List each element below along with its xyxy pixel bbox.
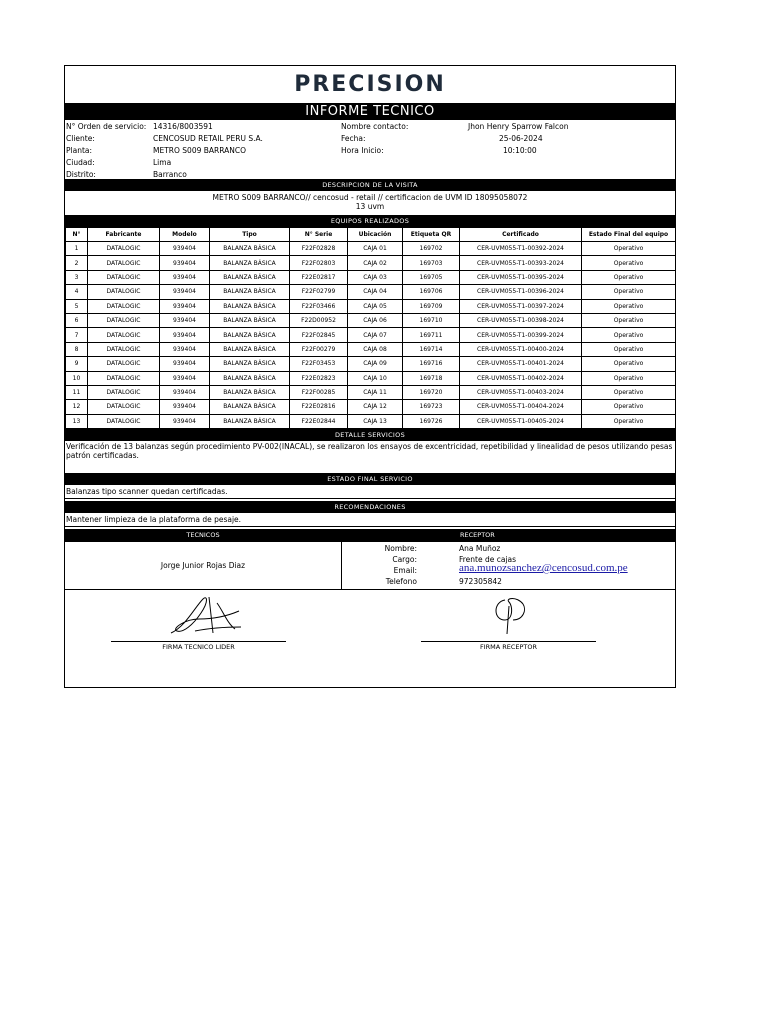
table-cell: CER-UVM055-T1-00392-2024 <box>460 242 582 256</box>
hora-label: Hora Inicio: <box>341 146 384 155</box>
table-row <box>66 357 676 371</box>
equipos-column-header: Estado Final del equipo <box>582 228 676 242</box>
table-cell: Operativo <box>582 256 676 270</box>
table-cell: BALANZA BÁSICA <box>210 385 290 399</box>
table-cell: 5 <box>66 299 88 313</box>
table-cell: F22D00952 <box>290 313 348 327</box>
table-cell: F22F02845 <box>290 328 348 342</box>
table-cell: 3 <box>66 270 88 284</box>
table-cell: Operativo <box>582 270 676 284</box>
recomendaciones-header: RECOMENDACIONES <box>65 501 675 513</box>
table-cell: 13 <box>66 414 88 428</box>
table-cell: DATALOGIC <box>88 414 160 428</box>
table-cell: F22F02803 <box>290 256 348 270</box>
table-cell: 169723 <box>403 400 460 414</box>
table-cell: 939404 <box>160 256 210 270</box>
table-cell: DATALOGIC <box>88 357 160 371</box>
table-row <box>66 328 676 342</box>
equipos-column-header: Fabricante <box>88 228 160 242</box>
table-cell: BALANZA BÁSICA <box>210 242 290 256</box>
table-cell: 169726 <box>403 414 460 428</box>
table-cell: 169705 <box>403 270 460 284</box>
receptor-header: RECEPTOR <box>341 529 675 542</box>
table-cell: F22E02844 <box>290 414 348 428</box>
table-cell: CER-UVM055-T1-00395-2024 <box>460 270 582 284</box>
service-info <box>65 120 675 179</box>
table-row <box>66 285 676 299</box>
table-cell: F22F00279 <box>290 342 348 356</box>
table-cell: CER-UVM055-T1-00403-2024 <box>460 385 582 399</box>
distrito-label: Distrito: <box>66 170 96 179</box>
table-cell: Operativo <box>582 285 676 299</box>
receptor-nombre-label: Nombre: <box>384 544 417 554</box>
table-cell: F22E02823 <box>290 371 348 385</box>
equipos-column-header: N° Serie <box>290 228 348 242</box>
table-row <box>66 242 676 256</box>
signatures-area <box>65 590 675 650</box>
table-cell: 169714 <box>403 342 460 356</box>
table-cell: CAJA 13 <box>348 414 403 428</box>
table-row <box>66 400 676 414</box>
cliente-value: CENCOSUD RETAIL PERU S.A. <box>153 134 263 143</box>
planta-value: METRO S009 BARRANCO <box>153 146 247 155</box>
table-cell: DATALOGIC <box>88 313 160 327</box>
receptor-telefono-label: Telefono <box>385 577 417 587</box>
table-cell: DATALOGIC <box>88 328 160 342</box>
detalle-text: Verificación de 13 balanzas según procedimiento PV-002(INACAL), se realizaron los ensayos de excentricidad, repetibilidad y linealidad de pesos utilizando pesas patrón certificadas. <box>66 442 673 461</box>
ciudad-label: Ciudad: <box>66 158 95 167</box>
table-cell: 939404 <box>160 414 210 428</box>
receptor-cell <box>342 542 675 589</box>
receptor-signature-caption: FIRMA RECEPTOR <box>479 643 538 652</box>
table-cell: Operativo <box>582 328 676 342</box>
tecnicos-header: TECNICOS <box>65 529 341 542</box>
table-cell: 939404 <box>160 342 210 356</box>
distrito-value: Barranco <box>153 170 187 179</box>
table-row <box>66 270 676 284</box>
logo-row <box>65 66 675 103</box>
table-cell: 8 <box>66 342 88 356</box>
table-row <box>66 256 676 270</box>
table-cell: 939404 <box>160 328 210 342</box>
table-cell: 939404 <box>160 299 210 313</box>
table-cell: CER-UVM055-T1-00396-2024 <box>460 285 582 299</box>
table-cell: DATALOGIC <box>88 371 160 385</box>
table-cell: DATALOGIC <box>88 285 160 299</box>
table-cell: 169710 <box>403 313 460 327</box>
cliente-label: Cliente: <box>66 134 95 143</box>
table-cell: CAJA 06 <box>348 313 403 327</box>
table-cell: CAJA 10 <box>348 371 403 385</box>
table-cell: F22E02817 <box>290 270 348 284</box>
table-cell: DATALOGIC <box>88 299 160 313</box>
contacto-value: Jhon Henry Sparrow Falcon <box>468 122 569 131</box>
tecnico-signature-caption: FIRMA TECNICO LIDER <box>162 643 235 652</box>
report-title: INFORME TECNICO <box>65 103 675 120</box>
table-cell: BALANZA BÁSICA <box>210 400 290 414</box>
table-cell: F22F00285 <box>290 385 348 399</box>
table-cell: CAJA 12 <box>348 400 403 414</box>
equipos-column-header: Tipo <box>210 228 290 242</box>
table-cell: 939404 <box>160 313 210 327</box>
table-cell: CER-UVM055-T1-00399-2024 <box>460 328 582 342</box>
table-row <box>66 371 676 385</box>
equipos-column-header: Ubicación <box>348 228 403 242</box>
receptor-telefono-value: 972305842 <box>459 577 502 587</box>
table-cell: Operativo <box>582 400 676 414</box>
equipos-column-header: Etiqueta QR <box>403 228 460 242</box>
table-cell: CER-UVM055-T1-00401-2024 <box>460 357 582 371</box>
table-cell: Operativo <box>582 242 676 256</box>
descripcion-header: DESCRIPCION DE LA VISITA <box>65 179 675 191</box>
table-cell: 169709 <box>403 299 460 313</box>
table-cell: BALANZA BÁSICA <box>210 414 290 428</box>
table-cell: CER-UVM055-T1-00404-2024 <box>460 400 582 414</box>
table-cell: 2 <box>66 256 88 270</box>
table-cell: CER-UVM055-T1-00398-2024 <box>460 313 582 327</box>
receptor-email-label: Email: <box>393 566 417 576</box>
recomendaciones-text: Mantener limpieza de la plataforma de pesaje. <box>65 513 675 527</box>
table-cell: Operativo <box>582 357 676 371</box>
table-cell: 11 <box>66 385 88 399</box>
equipos-column-header: N° <box>66 228 88 242</box>
table-cell: BALANZA BÁSICA <box>210 371 290 385</box>
table-cell: 169711 <box>403 328 460 342</box>
tecnico-name: Jorge Junior Rojas Diaz <box>160 561 246 571</box>
equipos-table-header-row <box>66 228 676 242</box>
table-cell: F22E02816 <box>290 400 348 414</box>
tecnico-signature-icon <box>165 593 247 639</box>
table-cell: Operativo <box>582 299 676 313</box>
table-cell: F22F02799 <box>290 285 348 299</box>
table-cell: CAJA 01 <box>348 242 403 256</box>
table-cell: 4 <box>66 285 88 299</box>
report-sheet <box>64 65 676 688</box>
table-row <box>66 299 676 313</box>
table-cell: 6 <box>66 313 88 327</box>
fecha-label: Fecha: <box>341 134 366 143</box>
table-cell: 169702 <box>403 242 460 256</box>
table-cell: 169720 <box>403 385 460 399</box>
table-cell: CER-UVM055-T1-00393-2024 <box>460 256 582 270</box>
table-row <box>66 414 676 428</box>
receptor-nombre-value: Ana Muñoz <box>459 544 501 554</box>
receptor-cargo-label: Cargo: <box>392 555 417 565</box>
table-cell: CAJA 07 <box>348 328 403 342</box>
table-cell: Operativo <box>582 342 676 356</box>
estado-header: ESTADO FINAL SERVICIO <box>65 473 675 485</box>
table-cell: BALANZA BÁSICA <box>210 342 290 356</box>
table-cell: Operativo <box>582 313 676 327</box>
table-cell: 169706 <box>403 285 460 299</box>
table-cell: CAJA 11 <box>348 385 403 399</box>
contacto-label: Nombre contacto: <box>341 122 409 131</box>
table-cell: Operativo <box>582 371 676 385</box>
company-logo: PRECISION <box>294 72 446 97</box>
orden-value: 14316/8003591 <box>153 122 213 131</box>
equipos-column-header: Certificado <box>460 228 582 242</box>
table-cell: DATALOGIC <box>88 270 160 284</box>
table-cell: DATALOGIC <box>88 385 160 399</box>
table-cell: CER-UVM055-T1-00405-2024 <box>460 414 582 428</box>
table-cell: DATALOGIC <box>88 342 160 356</box>
table-cell: F22F03453 <box>290 357 348 371</box>
table-cell: 169703 <box>403 256 460 270</box>
descripcion-line-2: 13 uvm <box>355 202 385 211</box>
table-row <box>66 342 676 356</box>
table-cell: BALANZA BÁSICA <box>210 285 290 299</box>
table-cell: CAJA 08 <box>348 342 403 356</box>
descripcion-line-1: METRO S009 BARRANCO// cencosud - retail // certificacion de UVM ID 18095058072 <box>212 193 528 202</box>
estado-text: Balanzas tipo scanner quedan certificadas. <box>65 485 675 499</box>
table-cell: 1 <box>66 242 88 256</box>
table-cell: 939404 <box>160 371 210 385</box>
table-row <box>66 385 676 399</box>
table-cell: 169716 <box>403 357 460 371</box>
table-cell: F22F03466 <box>290 299 348 313</box>
table-row <box>66 313 676 327</box>
table-cell: DATALOGIC <box>88 400 160 414</box>
tecnicos-receptor-body <box>65 542 675 590</box>
table-cell: BALANZA BÁSICA <box>210 256 290 270</box>
descripcion-text <box>65 191 675 215</box>
equipos-table <box>65 227 676 429</box>
hora-value: 10:10:00 <box>503 146 537 155</box>
table-cell: 169718 <box>403 371 460 385</box>
table-cell: 7 <box>66 328 88 342</box>
orden-label: N° Orden de servicio: <box>66 122 147 131</box>
table-cell: DATALOGIC <box>88 256 160 270</box>
table-cell: 939404 <box>160 270 210 284</box>
table-cell: Operativo <box>582 414 676 428</box>
table-cell: BALANZA BÁSICA <box>210 270 290 284</box>
receptor-email-link[interactable]: ana.munozsanchez@cencosud.com.pe <box>459 562 628 575</box>
table-cell: DATALOGIC <box>88 242 160 256</box>
table-cell: 10 <box>66 371 88 385</box>
table-cell: 9 <box>66 357 88 371</box>
table-cell: F22F02828 <box>290 242 348 256</box>
table-cell: 939404 <box>160 285 210 299</box>
receptor-cargo-value: Frente de cajas <box>459 555 517 565</box>
table-cell: BALANZA BÁSICA <box>210 357 290 371</box>
receptor-signature-line <box>421 641 596 642</box>
detalle-header: DETALLE SERVICIOS <box>65 429 675 441</box>
table-cell: CAJA 05 <box>348 299 403 313</box>
planta-label: Planta: <box>66 146 93 155</box>
table-cell: 12 <box>66 400 88 414</box>
table-cell: 939404 <box>160 357 210 371</box>
table-cell: BALANZA BÁSICA <box>210 313 290 327</box>
table-cell: CAJA 09 <box>348 357 403 371</box>
table-cell: 939404 <box>160 385 210 399</box>
receptor-signature-icon <box>487 596 533 636</box>
table-cell: BALANZA BÁSICA <box>210 299 290 313</box>
equipos-header: EQUIPOS REALIZADOS <box>65 215 675 227</box>
tecnico-cell <box>65 542 342 589</box>
table-cell: 939404 <box>160 400 210 414</box>
table-cell: CAJA 02 <box>348 256 403 270</box>
equipos-table-body <box>66 242 676 429</box>
table-cell: BALANZA BÁSICA <box>210 328 290 342</box>
table-cell: CAJA 04 <box>348 285 403 299</box>
tecnicos-receptor-header <box>65 529 675 542</box>
table-cell: Operativo <box>582 385 676 399</box>
equipos-column-header: Modelo <box>160 228 210 242</box>
table-cell: CAJA 03 <box>348 270 403 284</box>
table-cell: 939404 <box>160 242 210 256</box>
ciudad-value: Lima <box>153 158 172 167</box>
tecnico-signature-line <box>111 641 286 642</box>
table-cell: CER-UVM055-T1-00397-2024 <box>460 299 582 313</box>
fecha-value: 25-06-2024 <box>499 134 543 143</box>
table-cell: CER-UVM055-T1-00402-2024 <box>460 371 582 385</box>
table-cell: CER-UVM055-T1-00400-2024 <box>460 342 582 356</box>
